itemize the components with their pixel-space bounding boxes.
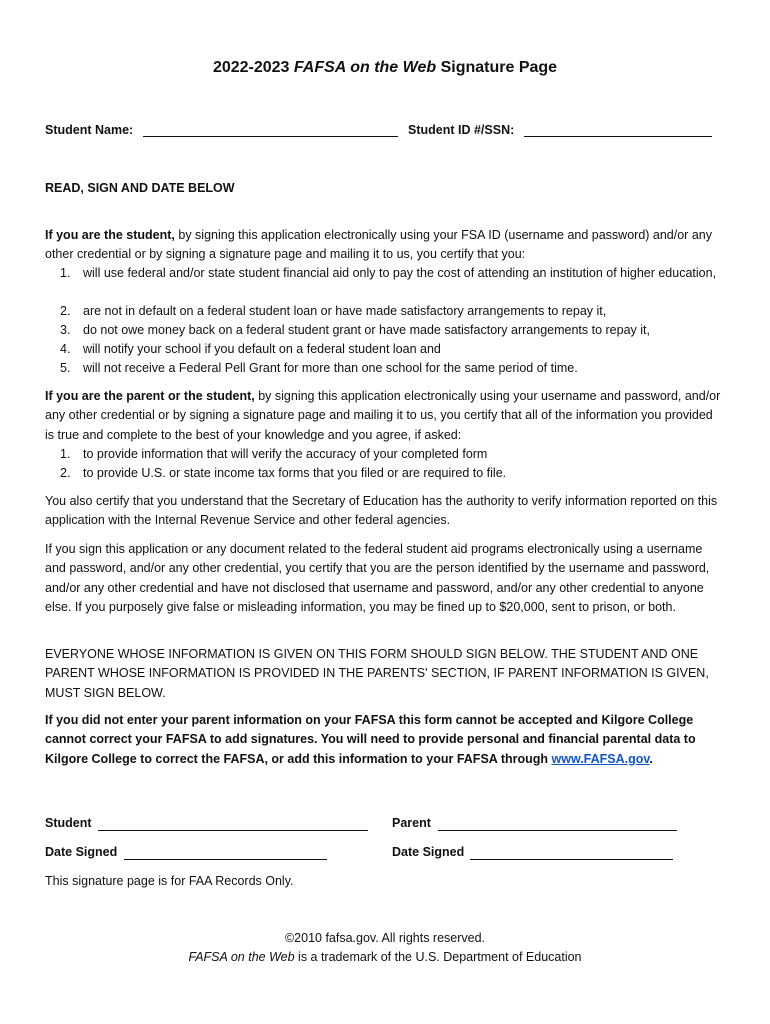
list-number: 3. bbox=[60, 323, 71, 337]
title-rest: Signature Page bbox=[440, 59, 558, 76]
list-text: to provide information that will verify the accuracy of your completed form bbox=[83, 447, 488, 461]
parent-date-label: Date Signed bbox=[392, 845, 465, 859]
student-id-field[interactable] bbox=[524, 136, 712, 137]
warning-paragraph: If you sign this application or any document related to the federal student aid programs electronically using a username and password, and/or any other credential, you certify that you are the person identified by the username and password, and/or any other credential and have not disclosed that username and password, and/or any other credential to anyone else. If you purposely give false or misleading information, you may be fined up to $20,000, sent to prison, or both. bbox=[45, 542, 710, 614]
parent-paragraph-body: by signing this application electronically using your username and password, and/or any other credential or by signing a signature page and mailing it to us, you certify that all of the information you provided is true and complete to the best of your knowledge and you agree, if asked: bbox=[45, 389, 721, 442]
list-text: do not owe money back on a federal student grant or have made satisfactory arrangements to repay it, bbox=[83, 323, 650, 337]
fafsa-link[interactable]: www.FAFSA.gov bbox=[551, 751, 650, 766]
student-signature-field[interactable] bbox=[98, 830, 368, 831]
footer-copyright: ©2010 fafsa.gov. All rights reserved. bbox=[284, 931, 486, 945]
parent-paragraph bbox=[45, 387, 725, 445]
page-title bbox=[0, 58, 770, 78]
everyone-paragraph: EVERYONE WHOSE INFORMATION IS GIVEN ON THIS FORM SHOULD SIGN BELOW. THE STUDENT AND ONE PARENT WHOSE INFORMATION IS PROVIDED IN THE PARENTS' SECTION, IF PARENT INFORMATION IS GIVEN, MUST SIGN BELOW. bbox=[45, 647, 709, 700]
kilgore-paragraph bbox=[45, 711, 725, 769]
list-number: 2. bbox=[60, 466, 71, 480]
list-number: 1. bbox=[60, 447, 71, 461]
student-paragraph-body: by signing this application electronically using your FSA ID (username and password) and/or any other credential or by signing a signature page and mailing it to us, you certify that you: bbox=[45, 228, 712, 262]
student-paragraph-lead: If you are the student, bbox=[45, 228, 175, 242]
list-text: are not in default on a federal student loan or have made satisfactory arrangements to repay it, bbox=[83, 304, 607, 318]
student-name-label: Student Name: bbox=[45, 123, 134, 137]
kilgore-paragraph-text: If you did not enter your parent information on your FAFSA this form cannot be accepted and Kilgore College cannot correct your FAFSA to add signatures. You will need to provide personal and financial parental data to Kilgore College to correct the FAFSA, or add this information to your FAFSA through bbox=[45, 713, 696, 766]
list-text: will use federal and/or state student financial aid only to pay the cost of attending an institution of higher education, bbox=[83, 266, 717, 280]
section-heading: READ, SIGN AND DATE BELOW bbox=[45, 181, 235, 195]
list-number: 4. bbox=[60, 342, 71, 356]
title-italic: FAFSA on the Web bbox=[293, 59, 437, 76]
student-date-field[interactable] bbox=[124, 859, 327, 860]
student-name-field[interactable] bbox=[143, 136, 398, 137]
footer-trademark-rest: is a trademark of the U.S. Department of Education bbox=[294, 950, 582, 964]
list-number: 1. bbox=[60, 266, 71, 280]
certify-paragraph: You also certify that you understand that the Secretary of Education has the authority to verify information reported on this application with the Internal Revenue Service and other federal agencies. bbox=[45, 494, 718, 528]
list-text: to provide U.S. or state income tax forms that you filed or are required to file. bbox=[83, 466, 507, 480]
parent-signature-label: Parent bbox=[392, 816, 431, 830]
list-number: 2. bbox=[60, 304, 71, 318]
parent-paragraph-lead: If you are the parent or the student, bbox=[45, 389, 255, 403]
parent-date-field[interactable] bbox=[470, 859, 673, 860]
parent-signature-field[interactable] bbox=[438, 830, 677, 831]
title-year: 2022-2023 bbox=[212, 59, 290, 76]
list-text: will not receive a Federal Pell Grant for more than one school for the same period of time. bbox=[83, 361, 578, 375]
student-paragraph bbox=[45, 226, 725, 265]
list-text: will notify your school if you default on a federal student loan and bbox=[83, 342, 441, 356]
student-signature-label: Student bbox=[45, 816, 92, 830]
kilgore-paragraph-end: . bbox=[649, 751, 653, 766]
footer-trademark bbox=[0, 948, 770, 967]
student-date-label: Date Signed bbox=[45, 845, 118, 859]
list-number: 5. bbox=[60, 361, 71, 375]
footer-trademark-italic: FAFSA on the Web bbox=[188, 950, 295, 964]
records-note: This signature page is for FAA Records Only. bbox=[45, 874, 294, 888]
student-id-label: Student ID #/SSN: bbox=[408, 123, 515, 137]
